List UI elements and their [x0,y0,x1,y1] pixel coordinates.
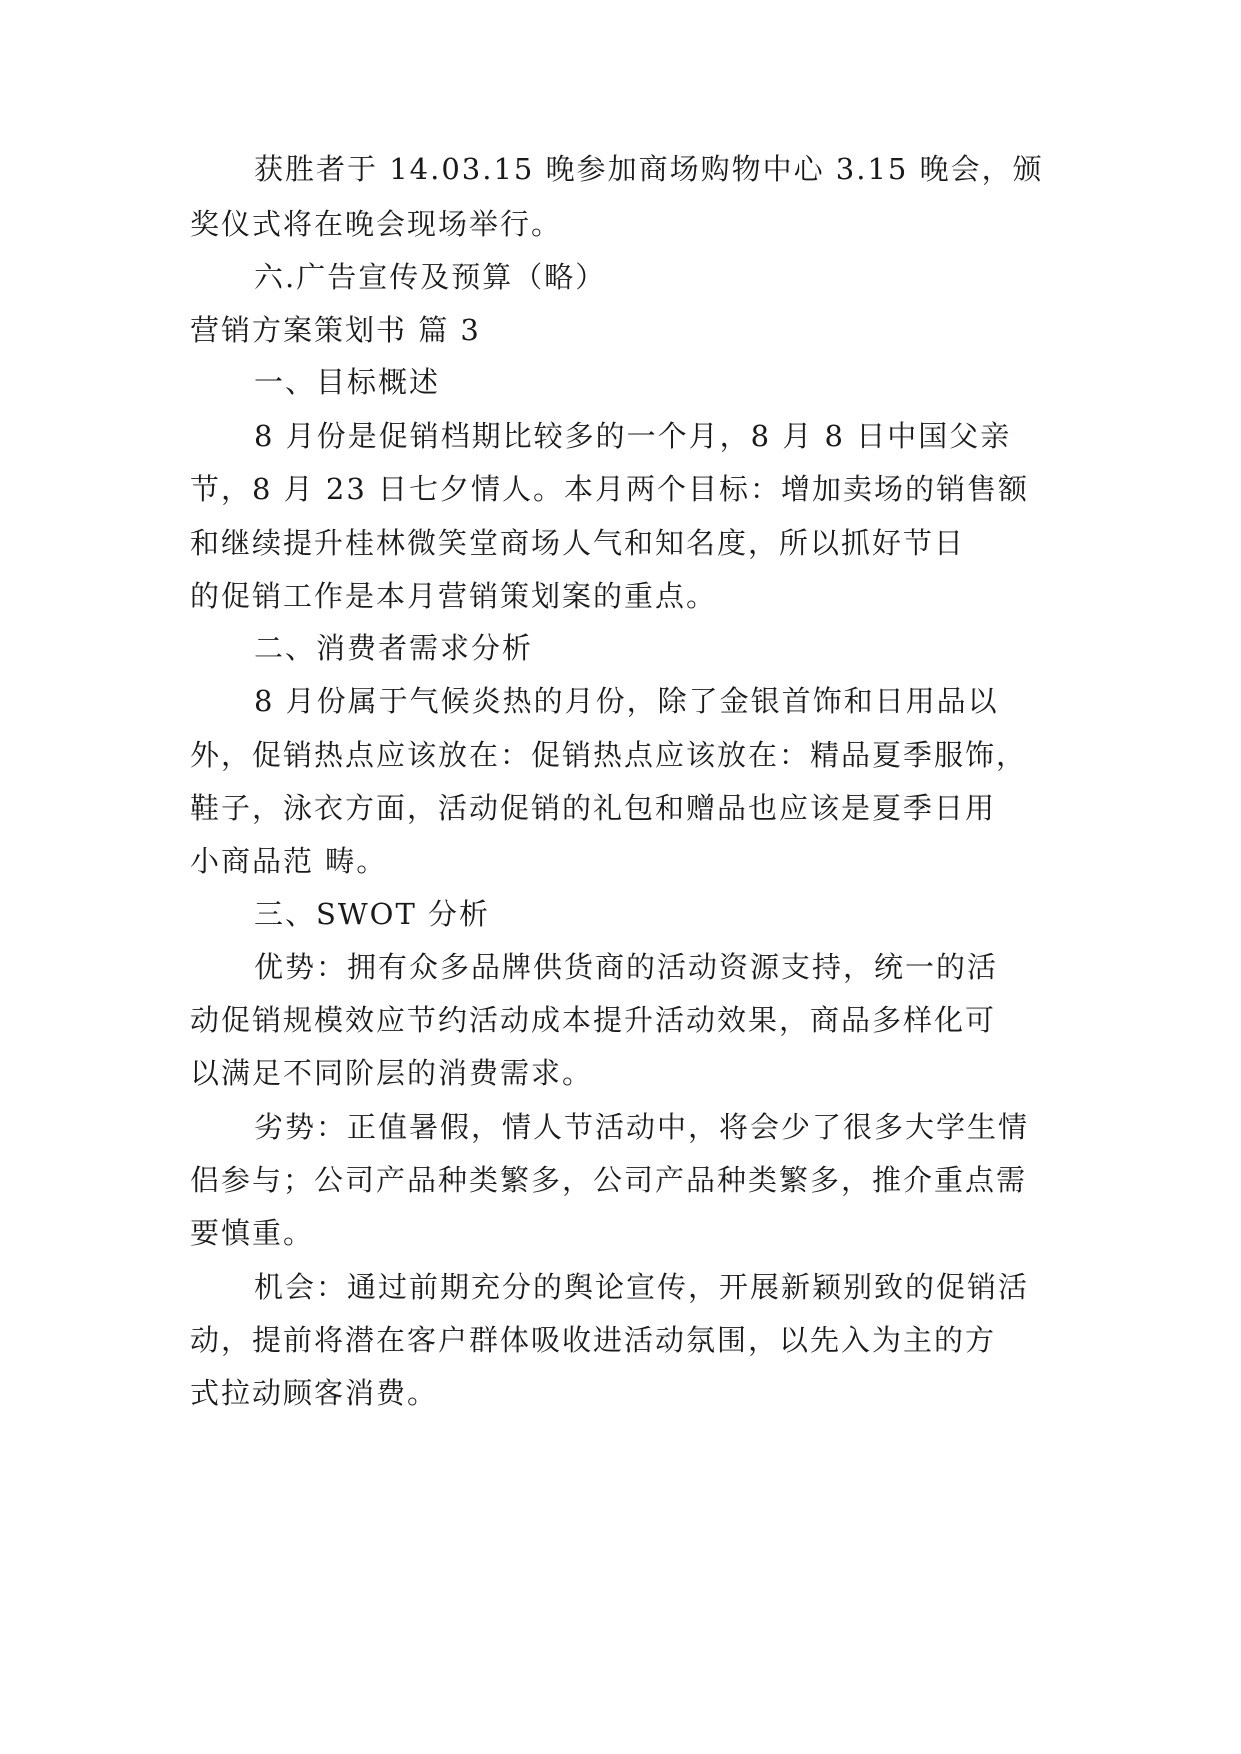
section-heading: 二、消费者需求分析 [254,631,534,665]
paragraph-line: 的促销工作是本月营销策划案的重点。 [190,579,718,613]
paragraph-line: 和继续提升桂林微笑堂商场人气和知名度，所以抓好节日 [190,526,966,560]
paragraph-line: 节，8 月 23 日七夕情人。本月两个目标：增加卖场的销售额 [190,472,1030,506]
chapter-title: 营销方案策划书 篇 3 [190,313,481,347]
paragraph-line: 机会：通过前期充分的舆论宣传，开展新颖别致的促销活 [254,1270,1030,1304]
paragraph-line: 奖仪式将在晚会现场举行。 [190,207,563,241]
section-heading: 三、SWOT 分析 [254,897,491,931]
paragraph-line: 式拉动顾客消费。 [190,1376,439,1410]
section-heading: 六.广告宣传及预算（略） [254,260,607,294]
paragraph-line: 动促销规模效应节约活动成本提升活动效果，商品多样化可 [190,1003,997,1037]
paragraph-line: 侣参与；公司产品种类繁多，公司产品种类繁多，推介重点需 [190,1163,1028,1197]
paragraph-line: 动，提前将潜在客户群体吸收进活动氛围，以先入为主的方 [190,1323,997,1357]
paragraph-line: 8 月份是促销档期比较多的一个月，8 月 8 日中国父亲 [254,419,1012,453]
section-heading: 一、目标概述 [254,365,441,399]
paragraph-line: 获胜者于 14.03.15 晚参加商场购物中心 3.15 晚会，颁 [254,152,1044,186]
paragraph-line: 鞋子，泳衣方面，活动促销的礼包和赠品也应该是夏季日用 [190,791,997,825]
paragraph-line: 劣势：正值暑假，情人节活动中，将会少了很多大学生情 [254,1110,1030,1144]
paragraph-line: 以满足不同阶层的消费需求。 [190,1056,594,1090]
paragraph-line: 8 月份属于气候炎热的月份，除了金银首饰和日用品以 [254,684,999,718]
paragraph-line: 要慎重。 [190,1216,315,1250]
paragraph-line: 小商品范 畴。 [190,844,388,878]
paragraph-line: 外，促销热点应该放在：促销热点应该放在：精品夏季服饰， [190,738,1028,772]
paragraph-line: 优势：拥有众多品牌供货商的活动资源支持，统一的活 [254,950,999,984]
